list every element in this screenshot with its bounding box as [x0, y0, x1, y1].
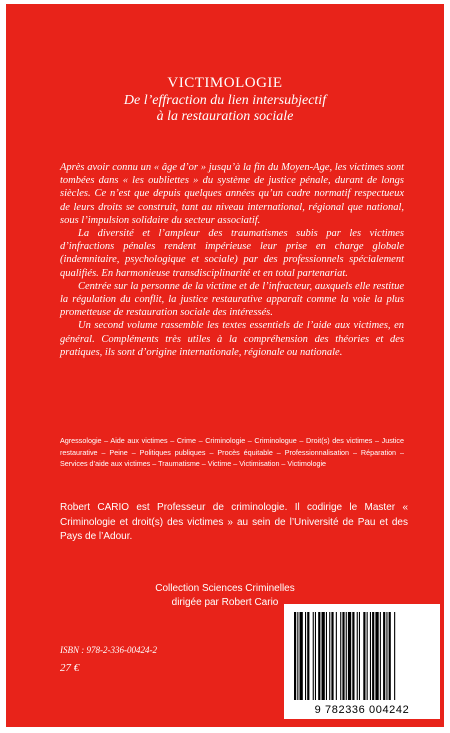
book-subtitle: [6, 93, 444, 125]
blurb-paragraph: La diversité et l’ampleur des traumatismes subis par les victimes d’infractions pénales rendent impérieuse leur prise en charge globale (indemnitaire, psychologique et sociale) par des professionnels spécialement qualifiés. En harmonieuse transdisciplinarité et en total partenariat.: [60, 228, 404, 279]
blurb-paragraph: Un second volume rassemble les textes essentiels de l’aide aux victimes, en général. Compléments très utiles à la compréhension des théories et des pratiques, ils sont d’origine internationale, régionale ou nationale.: [60, 320, 404, 358]
subtitle-line-1: De l’effraction du lien intersubjectif: [123, 93, 327, 108]
keywords: Agressologie – Aide aux victimes – Crime – Criminologie – Criminologue – Droit(s) des victimes – Justice restaurative – Peine – Politiques publiques – Procès équitable – Professionnalisation – Réparation – Services d’aide aux victimes – Traumatisme – Victime – Victimisation – Victimologie: [60, 436, 404, 468]
book-back-cover: [6, 4, 444, 727]
barcode-digits: 9 782336 004242: [314, 704, 410, 716]
barcode-bars: [294, 612, 430, 702]
blurb-paragraph: Après avoir connu un « âge d’or » jusqu’à la fin du Moyen-Age, les victimes sont tombées dans « les oubliettes » du système de justice pénale, durant de longs siècles. Ce n’est que depuis quelques années qu’un cadre normatif respectueux de leurs droits se construit, tant au niveau international, régional que national, sous l’impulsion solidaire du secteur associatif.: [60, 162, 404, 226]
blurb-paragraph: Centrée sur la personne de la victime et de l’infracteur, auxquels elle restitue la régulation du conflit, la justice restaurative apparaît comme la voie la plus prometteuse de restauration sociale des intéressés.: [60, 280, 404, 319]
isbn: ISBN : 978-2-336-00424-2: [60, 645, 157, 655]
subtitle-line-2: à la restauration sociale: [156, 109, 294, 124]
price: 27 €: [60, 662, 80, 674]
book-title: VICTIMOLOGIE: [167, 75, 283, 91]
collection-name: Collection Sciences Criminelles: [155, 583, 295, 594]
author-note: Robert CARIO est Professeur de criminologie. Il codirige le Master « Criminologie et droit(s) des victimes » au sein de l’Université de Pau et des Pays de l’Adour.: [60, 502, 408, 542]
blurb: [60, 161, 404, 359]
collection-director: dirigée par Robert Cario: [171, 597, 279, 608]
barcode: [284, 604, 440, 719]
